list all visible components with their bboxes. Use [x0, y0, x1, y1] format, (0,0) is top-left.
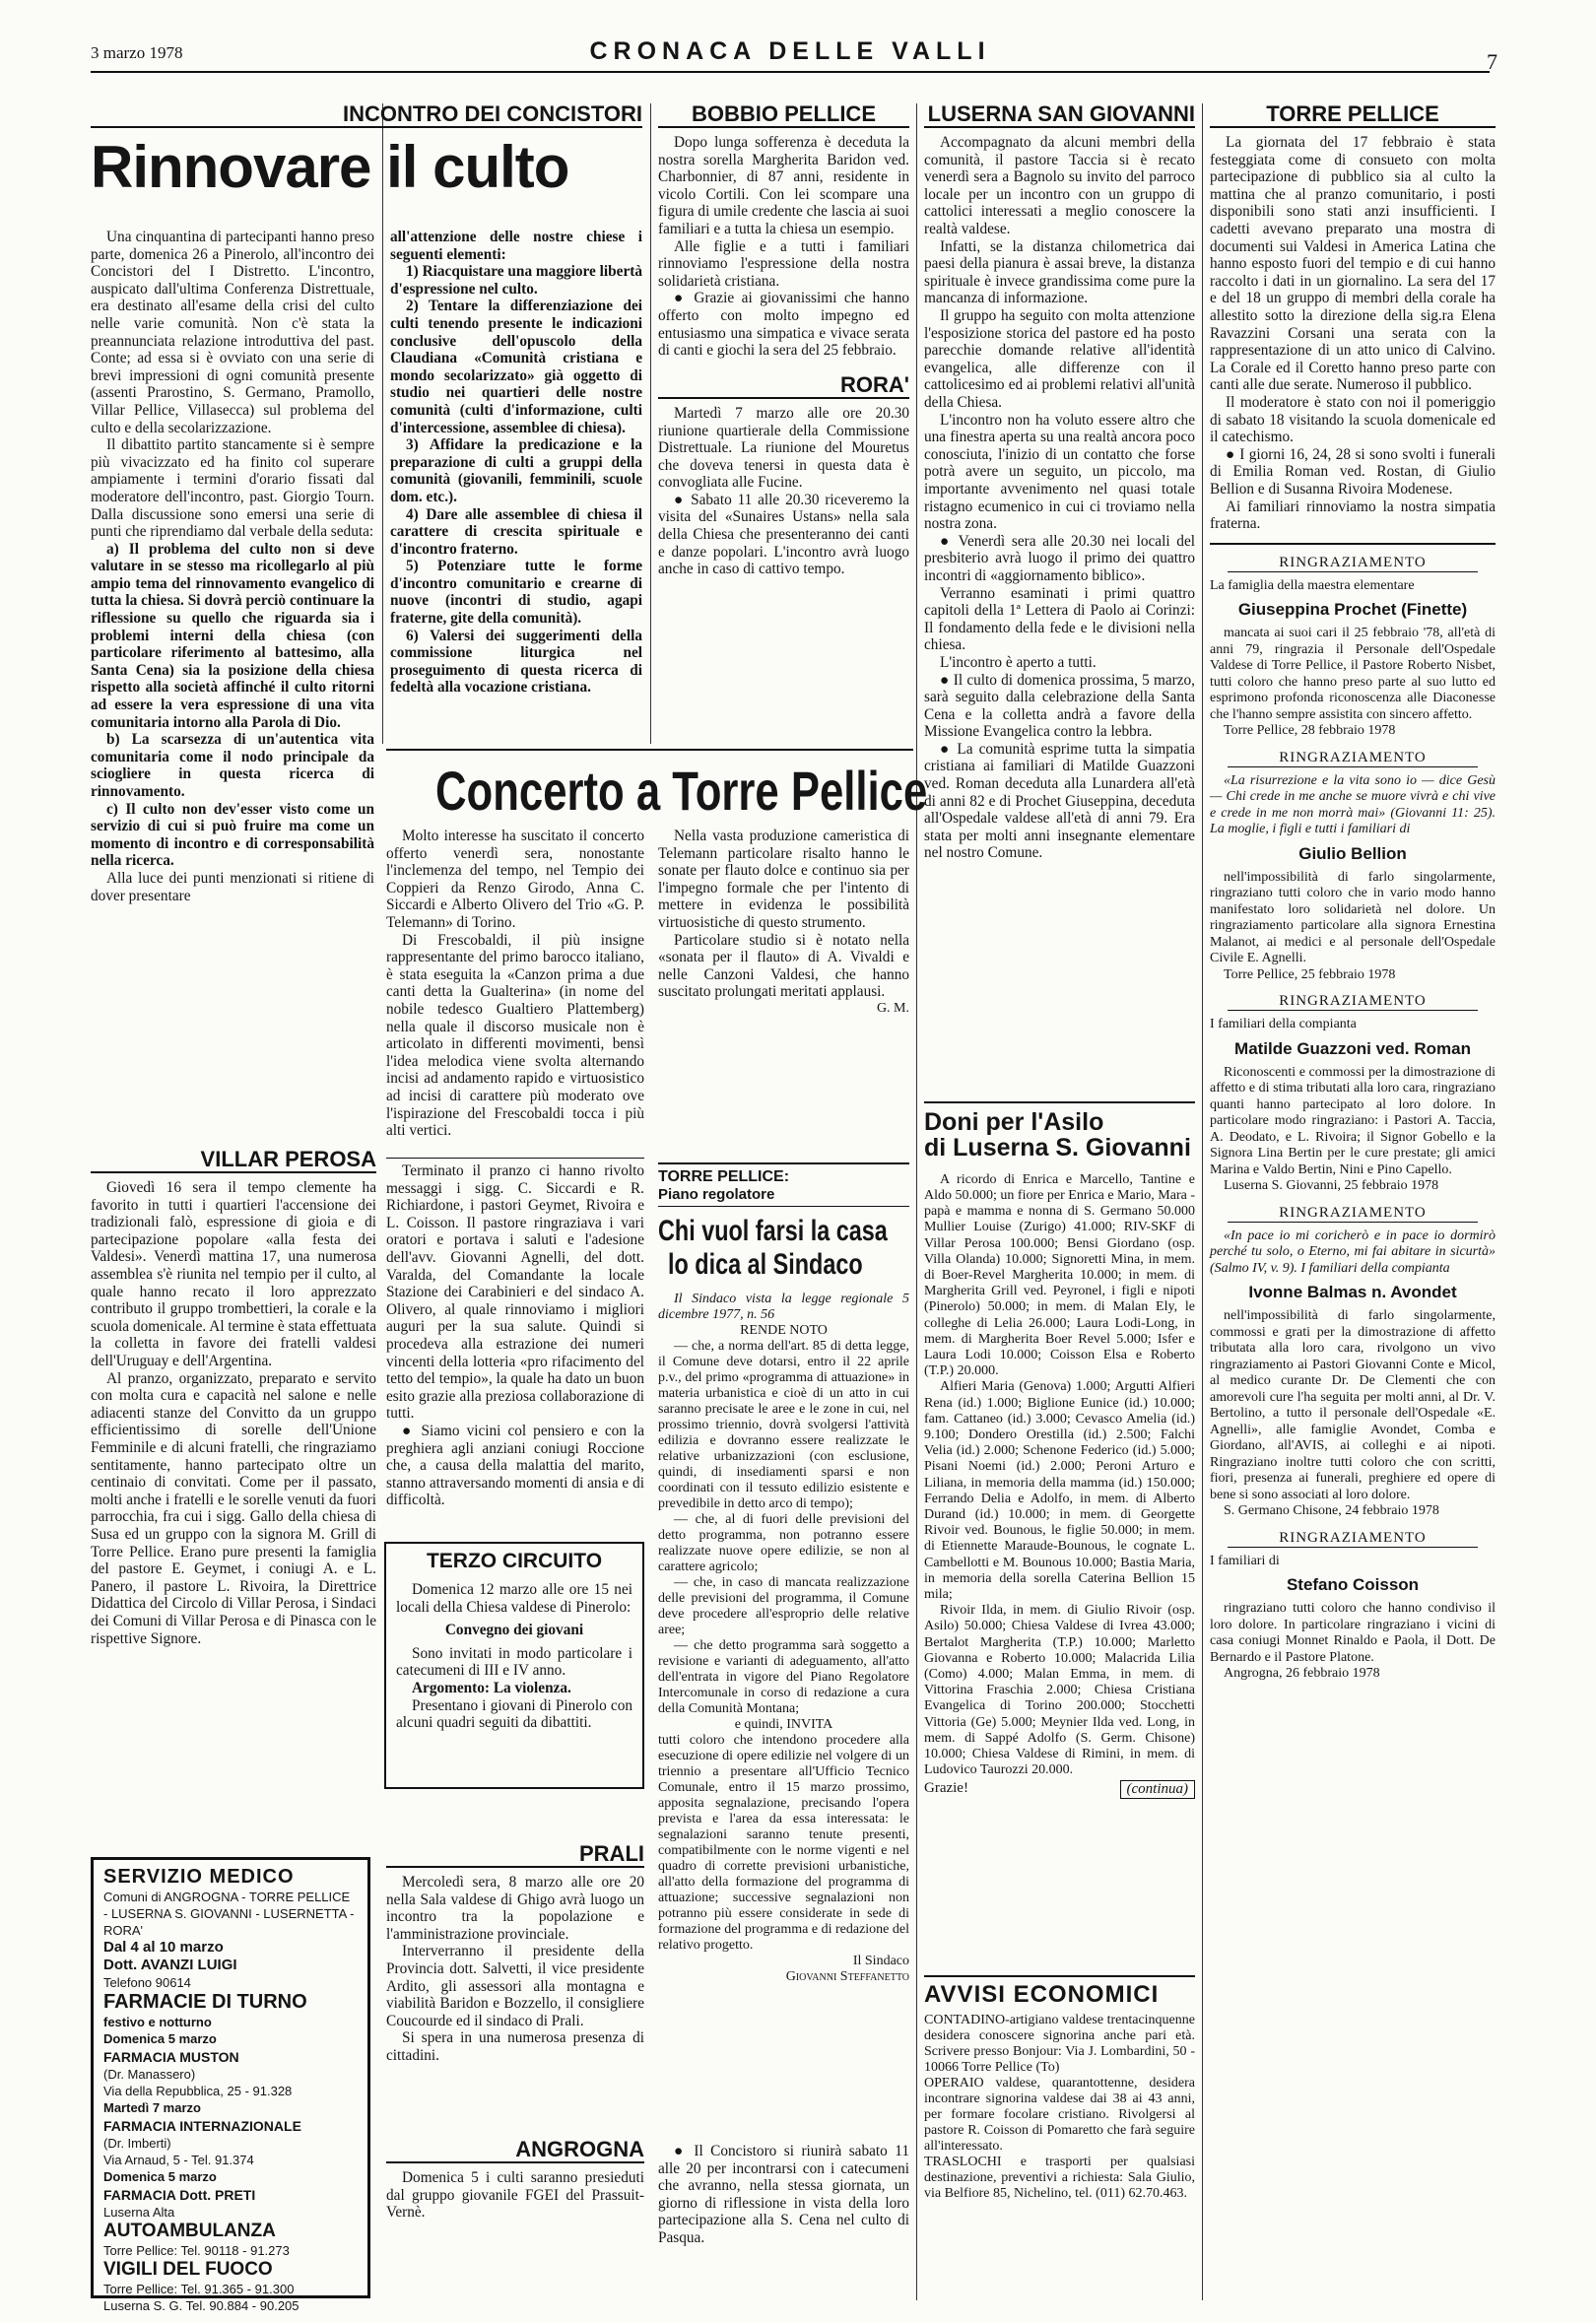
- ringraziamento-place: Torre Pellice, 25 febbraio 1978: [1224, 966, 1396, 982]
- paragraph: ● Grazie ai giovanissimi che hanno offerto con molto impegno ed entusiasmo una simpatica e vivace serata di canti e giochi la sera del 25 febbraio.: [658, 290, 909, 360]
- paragraph: ● Sabato 11 alle 20.30 riceveremo la visita del «Sunaires Ustans» nella sala della Chiesa che presenteranno dei canti e danze popolari. L'incontro avrà luogo anche in caso di cattivo tempo.: [658, 491, 909, 578]
- section-kicker: RORA': [658, 373, 909, 399]
- doctor-phone: Telefono 90614: [103, 1975, 191, 1990]
- paragraph: Il gruppo ha seguito con molta attenzione l'esposizione storica del pastore ed ha posto parecchie domande relative all'identità evangelica, alle differenze con il cattolicesimo ed ai problemi relativi all'unità della Chiesa.: [924, 307, 1195, 411]
- paragraph: Interverranno il presidente della Provincia dott. Salvetti, il vice presidente Ardito, gli assessori alla montagna e viabilità Baridon e Bozzello, il consigliere Coucourde ed il sindaco di Prali.: [386, 1943, 644, 2029]
- firefighters-phone: Luserna S. G. Tel. 90.884 - 90.205: [103, 2298, 299, 2313]
- paragraph: Martedì 7 marzo alle ore 20.30 riunione quartierale della Commissione Distrettuale. La riunione del Mouretus che doveva tenersi in questa data è convogliata alle Fucine.: [658, 404, 909, 492]
- paragraph: — che, in caso di mancata realizzazione delle previsioni del programma, il Comune deve procedere all'esproprio delle relative aree;: [658, 1575, 909, 1637]
- pharmacy-owner: (Dr. Manassero): [103, 2067, 196, 2082]
- pharmacy-name: FARMACIA INTERNAZIONALE: [103, 2118, 301, 2134]
- ambulance-title: AUTOAMBULANZA: [103, 2221, 276, 2241]
- ringraziamento-place: Angrogna, 26 febbraio 1978: [1224, 1666, 1380, 1682]
- ringraziamento-intro: «La risurrezione e la vita sono io — dice Gesù — Chi crede in me anche se muore vivrà e chi vive e crede in me non morrà mai» (Giovanni 11: 25). La moglie, i figli e tutti i familiari di: [1210, 772, 1496, 837]
- masthead: CRONACA DELLE VALLI: [589, 37, 991, 65]
- pharmacy-name: FARMACIA MUSTON: [103, 2049, 239, 2065]
- section-subtitle: Piano regolatore: [658, 1186, 909, 1207]
- continued-note: (continua): [1120, 1780, 1195, 1799]
- column-rule: [1202, 103, 1203, 2300]
- paragraph: Di Frescobaldi, il più insigne rappresentante del primo barocco italiano, è stata eseguita la «Canzon prima a due canti detta la Gualterina» (in nome del nobile tedesco Gualtiero Plattemberg) nella quale il discorso musicale non è articolato in differenti movimenti, bensì l'idea melodica viene svolta alternando incisi ad andamento rapido e virtuosistico ad incisi di carattere più moderato ove l'ispirazione del Frescobaldi tocca i più alti vertici.: [386, 931, 644, 1140]
- section-kicker: VILLAR PEROSA: [91, 1148, 376, 1173]
- concerto-column-2: [658, 828, 909, 1153]
- paragraph: — che, a norma dell'art. 85 di detta legge, il Comune deve dotarsi, entro il 22 aprile p.v., del primo «programma di attuazione» in materia urbanistica e cioè di un atto in cui saranno precisate le aree e le zone in cui, nel prossimo triennio, dovrà svolgersi l'attività edilizia e dovranno essere realizzate le relative urbanizzazioni (con esclusione, quindi, di insediamenti sparsi e non coordinati con il tessuto edilizio esistente e prevedibile in detto arco di tempo);: [658, 1339, 909, 1511]
- article-piano-regolatore: [658, 1162, 909, 2133]
- paragraph: 4) Dare alle assemblee di chiesa il carattere di crescita spirituale e d'incontro fraterno.: [390, 505, 642, 558]
- paragraph: b) La scarsezza di un'autentica vita comunitaria come il nodo principale da sciogliere in questa ricerca di rinnovamento.: [91, 731, 374, 800]
- section-kicker: TORRE PELLICE:: [658, 1162, 909, 1186]
- paragraph: ● I giorni 16, 24, 28 si sono svolti i funerali di Emilia Roman ved. Rostan, di Giulio Bellion e di Susanna Rivoira Modenese.: [1210, 445, 1496, 498]
- article-bobbio-pellice: [658, 102, 909, 743]
- paragraph: L'incontro è aperto a tutti.: [940, 653, 1097, 671]
- paragraph: 1) Riacquistare una maggiore libertà d'espressione nel culto.: [390, 263, 642, 298]
- paragraph: Verranno esaminati i primi quattro capitoli della 1ª Lettera di Paolo ai Corinzi: Il fondamento della fede e le divisioni nella chiesa.: [924, 584, 1195, 654]
- ringraziamento-text: ringraziano tutti coloro che hanno condiviso il loro dolore. In particolare ringraziano i vicini di casa coniugi Monnet Rinaldo e Paola, il Dott. De Bernardo e il Pastore Platone.: [1210, 1601, 1496, 1665]
- ringraziamento-place: Torre Pellice, 28 febbraio 1978: [1224, 723, 1396, 739]
- article-doni-asilo: [924, 1101, 1195, 1968]
- paragraph: ● Il Concistoro si riunirà sabato 11 alle 20 per incontrarsi con i catecumeni che avranno, nella stessa giornata, un giorno di riflessione in vista della loro partecipazione alla S. Cena nel culto di Pasqua.: [658, 2143, 909, 2246]
- headline-line-1: Chi vuol farsi la casa: [658, 1215, 888, 1247]
- signature-title: Il Sindaco: [852, 1954, 909, 1968]
- ambulance-phone: Torre Pellice: Tel. 90118 - 91.273: [103, 2243, 290, 2258]
- paragraph: Accompagnato da alcuni membri della comunità, il pastore Taccia si è recato venerdì sera a Bagnolo su invito del parroco locale per un incontro con un gruppo di cattolici interessati a meglio conoscere la realtà valdese.: [924, 134, 1195, 238]
- section-kicker: INCONTRO DEI CONCISTORI: [91, 102, 642, 128]
- paragraph: RENDE NOTO: [740, 1323, 828, 1338]
- paragraph: Terminato il pranzo ci hanno rivolto messaggi i sigg. C. Siccardi e R. Richiardone, i pastori Geymet, Rivoira e L. Coisson. Il pastore ringraziava i vari oratori e portava i saluti e l'adesione dell'avv. Giovanni Agnelli, del dott. Varalda, del Comandante la locale Stazione dei Carabinieri e del sindaco A. Olivero, al quale rinnoviamo i migliori auguri per la sua salute. Quindi si procedeva alla estrazione dei numeri vincenti della lotteria «pro rifacimento del tetto del tempio», la quale ha dato un buon esito grazie alla preziosa collaborazione di tutti.: [386, 1162, 644, 1423]
- paragraph: e quindi, INVITA: [734, 1717, 833, 1732]
- paragraph: Molto interesse ha suscitato il concerto offerto venerdì sera, nonostante l'inclemenza del tempo, nel Tempio dei Coppieri da Renzo Girodo, Anna C. Siccardi e Alberto Olivero del Trio «G. P. Telemann» di Torino.: [386, 828, 644, 931]
- ringraziamento-5: [1210, 1530, 1496, 1683]
- paragraph: Argomento: La violenza.: [412, 1679, 571, 1696]
- headline-line-2: di Luserna S. Giovanni: [924, 1134, 1191, 1162]
- doctor-dates: Dal 4 al 10 marzo: [103, 1939, 224, 1956]
- paragraph: Al pranzo, organizzato, preparato e servito con molta cura e capacità nel salone e nelle adiacenti stanze del Convitto da un gruppo efficientissimo di sorelle dell'Unione Femminile e di alcuni fratelli, che ringraziamo sentitamente, hanno partecipato oltre un centinaio di convitati. Come per il passato, molti anche i fratelli e le sorelle venuti da fuori parrocchia, fra cui i sigg. Gallo della chiesa di Susa ed un gruppo con la signora M. Grill di Torre Pellice. Erano pure presenti la famiglia del pastore E. Geymet, i coniugi A. e L. Panero, il pastore L. Rivoira, la Direttrice Didattica del Circolo di Villar Perosa, i Sindaci dei Comuni di Villar Perosa e di Pinasca con le rispettive Signore.: [91, 1369, 376, 1647]
- paragraph: Alle figlie e a tutti i familiari rinnoviamo l'espressione della nostra solidarietà cristiana.: [658, 237, 909, 290]
- signature: G. M.: [876, 1000, 909, 1016]
- section-kicker: PRALI: [386, 1842, 644, 1868]
- paragraph: Dopo lunga sofferenza è deceduta la nostra sorella Margherita Baridon ved. Charbonnier, di 87 anni, residente in vicolo Cortili. Con lei scompare una figura di umile credente che lascia ai suoi familiari e a tutta la chiesa un esempio.: [658, 134, 909, 238]
- concerto-column-1: [386, 828, 644, 1148]
- doni-footer: [924, 1780, 1195, 1799]
- paragraph: Il moderatore è stato con noi il pomeriggio di sabato 18 visitando la scuola domenicale ed il catechismo.: [1210, 394, 1496, 446]
- section-kicker: TORRE PELLICE: [1210, 102, 1496, 128]
- ringraziamento-label: RINGRAZIAMENTO: [1228, 1530, 1478, 1548]
- ringraziamento-place: S. Germano Chisone, 24 febbraio 1978: [1224, 1503, 1439, 1519]
- paragraph: — che, al di fuori delle previsioni del detto programma, non potranno essere realizzate nuove opere edilizie, se non al carattere agricolo;: [658, 1512, 909, 1574]
- pharmacy-name: FARMACIA Dott. PRETI: [103, 2187, 256, 2203]
- paragraph: tutti coloro che intendono procedere alla esecuzione di opere edilizie nel volgere di un triennio a presentare all'Ufficio Tecnico Comunale, entro il 15 marzo prossimo, apposita segnalazione, precisando l'opera prevista e l'area da essa interessata: le segnalazioni saranno tenute presenti, compatibilmente con le norme vigenti e nel quadro di corrette previsioni urbanistiche, all'atto della formazione del programma di attuazione; successive segnalazioni non potranno più essere considerate in sede di formazione del programma e di redazione del relativo progetto.: [658, 1733, 909, 1953]
- ringraziamento-name: Giuseppina Prochet (Finette): [1237, 600, 1468, 620]
- angrogna-continued: [658, 2143, 909, 2305]
- ringraziamento-text: mancata ai suoi cari il 25 febbraio '78, all'età di anni 79, ringrazia il Personale dell'Ospedale Valdese di Torre Pellice, il Pastore Roberto Nisbet, tutti coloro che hanno preso parte al suo lutto ed esprimono profonda riconoscenza alle Diaconesse che l'hanno sempre assistita con sincero affetto.: [1210, 626, 1496, 722]
- doctor-name: Dott. AVANZI LUIGI: [103, 1957, 237, 1973]
- classified-ad: OPERAIO valdese, quarantottenne, desidera incontrare signorina valdese dai 38 ai 43 anni, per formare focolare cristiano. Rivolgersi al pastore R. Coisson di Pomaretto che farà seguire all'interessato.: [924, 2076, 1195, 2154]
- article-villar-perosa: [91, 1148, 376, 1847]
- ringraziamento-intro: «In pace io mi coricherò e in pace io dormirò perché tu solo, o Eterno, mi fai abitare in sicurtà» (Salmo IV, v. 9). I familiari della compianta: [1210, 1228, 1496, 1276]
- section-kicker: BOBBIO PELLICE: [658, 102, 909, 128]
- ringraziamento-name: Ivonne Balmas n. Avondet: [1248, 1283, 1457, 1302]
- paragraph: Presentano i giovani di Pinerolo con alcuni quadri seguiti da dibattiti.: [396, 1696, 632, 1732]
- pharmacy-title: FARMACIE DI TURNO: [103, 1991, 307, 2013]
- section-title: AVVISI ECONOMICI: [924, 1975, 1195, 2009]
- paragraph: Convegno dei giovani: [444, 1622, 584, 1639]
- page-number: 7: [1487, 49, 1497, 74]
- paragraph: Giovedì 16 sera il tempo clemente ha favorito in tutti i quartieri l'accensione dei tradizionali falò, espressione di gioia e di partecipazione popolare «alla festa dei Valdesi». Venerdì mattina 17, una numerosa assemblea s'è riunita nel tempio per il culto, al quale hanno recato il loro apprezzato contributo il gruppo trombettieri, la corale e la scuola domenicale. Al termine è stata effettuata la colletta in favore dei fratelli valdesi dell'Uruguay e dell'Argentina.: [91, 1179, 376, 1370]
- article-angrogna: [386, 2138, 644, 2305]
- pharmacy-date: Domenica 5 marzo: [103, 2031, 217, 2046]
- paragraph: ● Siamo vicini col pensiero e con la preghiera agli anziani coniugi Roccione che, a causa della malattia del marito, stanno attraversando momenti di ansia e di difficoltà.: [386, 1422, 644, 1509]
- terzo-circuito-box: [384, 1542, 644, 1789]
- paragraph: Ai familiari rinnoviamo la nostra simpatia fraterna.: [1210, 498, 1496, 533]
- paragraph: c) Il culto non dev'esser visto come un servizio di cui si può fruire ma come un momento di incontro e di corresponsabilità nella ricerca.: [91, 800, 374, 870]
- paragraph: La giornata del 17 febbraio è stata festeggiata come di consueto con molta partecipazione di pubblico sia al culto la mattina che al pranzo comunitario, i posti disponibili sono stati anzi insufficienti. I cadetti avevano preparato una mostra di documenti sui Valdesi in America Latina che hanno esposto fuori del tempio e di cui hanno raccolto i dati in un giornalino. La sera del 17 e del 18 un gruppo di membri della corale ha allestito sotto la direzione della sig.ra Elena Ravazzini Corsani una serata con la rappresentazione di un atto unico di Calvino. La Corale ed il Coretto hanno preso parte con canti alle due serate. Numeroso il pubblico.: [1210, 134, 1496, 394]
- ringraziamento-name: Stefano Coisson: [1286, 1575, 1420, 1595]
- paragraph: Nella vasta produzione cameristica di Telemann particolare risalto hanno le sonate per flauto dolce e continuo sia per l'impegno formale che per l'intento di mettere in evidenza le possibilità virtuosistiche di questo strumento.: [658, 828, 909, 931]
- pharmacy-date: Domenica 5 marzo: [103, 2169, 217, 2184]
- ringraziamento-label: RINGRAZIAMENTO: [1228, 555, 1478, 572]
- page-header: [91, 37, 1497, 74]
- article-luserna-san-giovanni: [924, 102, 1195, 1097]
- headline-line-2: lo dica al Sindaco: [668, 1248, 863, 1281]
- ringraziamento-text: nell'impossibilità di farlo singolarmente, commossi e grati per la dimostrazione di affetto tributata alla loro cara, rivolgono un vivo ringraziamento ai Pastori Giovanni Conte e Micol, al medico curante Dr. De Clementi che con amorevoli cure l'ha seguita per molti anni, al Dr. V. Bertolino, a tutto il personale dell'Ospedale «E. Agnelli», alle famiglie Avondet, Comba e Giordano, all'AVIS, ai colleghi e ai nipoti. Ringraziano inoltre tutti coloro che con scritti, fiori, presenza ai funerali, preghiere ed opere di bene si sono associati al loro dolore.: [1210, 1308, 1496, 1502]
- section-kicker: ANGROGNA: [386, 2138, 644, 2163]
- paragraph: — che detto programma sarà soggetto a revisione e varianti di adeguamento, all'atto dell'entrata in vigore del Piano Regolatore Intercomunale in corso di redazione a cura della Comunità Montana;: [658, 1638, 909, 1716]
- ringraziamento-name: Matilde Guazzoni ved. Roman: [1234, 1038, 1471, 1058]
- paragraph: Mercoledì sera, 8 marzo alle ore 20 nella Sala valdese di Ghigo avrà luogo un incontro tra la popolazione e l'amministrazione provinciale.: [386, 1874, 644, 1943]
- paragraph: ● La comunità esprime tutta la simpatia cristiana ai familiari di Matilde Guazzoni ved. Roman deceduta alla Lunardera all'età di anni 82 e di Prochet Giuseppina, deceduta all'Ospedale valdese all'età di anni 79. Era stata per molti anni insegnante elementare nel nostro Comune.: [924, 740, 1195, 862]
- pharmacy-owner: (Dr. Imberti): [103, 2136, 171, 2151]
- incontro-column-2: [390, 229, 642, 741]
- paragraph: Il Sindaco vista la legge regionale 5 dicembre 1977, n. 56: [658, 1292, 909, 1322]
- issue-date: 3 marzo 1978: [91, 43, 183, 62]
- paragraph: Sono invitati in modo particolare i catecumeni di III e IV anno.: [396, 1644, 632, 1680]
- paragraph: ● Venerdì sera alle 20.30 nei locali del presbiterio avrà luogo il primo dei quattro incontri di «aggiornamento biblico».: [924, 532, 1195, 584]
- pharmacy-address: Via della Repubblica, 25 - 91.328: [103, 2084, 293, 2098]
- paragraph: Particolare studio si è notato nella «sonata per il flauto» di A. Vivaldi e nelle Canzoni Valdesi, che hanno suscitato prolungati meritati applausi.: [658, 931, 909, 1001]
- headline: Rinnovare il culto: [91, 134, 569, 201]
- ringraziamento-text: Riconoscenti e commossi per la dimostrazione di affetto e di stima tributati alla loro cara, ringraziano quanti hanno partecipato al loro dolore. In particolare modo ringraziano: i Pastori A. Taccia, A. Deodato, e L. Rivoira; il Signor Gobello e la Signora Lina Bertin per le cure prestate; gli amici Marina e Valdo Bertin, Nini e Pino Capello.: [1210, 1064, 1496, 1177]
- pharmacy-date: Martedì 7 marzo: [103, 2100, 201, 2115]
- ringraziamento-1: [1210, 555, 1496, 740]
- paragraph: L'incontro non ha voluto essere altro che una finestra aperta su una realtà ancora poco conosciuta, l'inizio di un contatto che forse potrà avere un seguito, un piccolo, ma importante avvenimento nel quasi totale ristagno ecumenico in cui ci troviamo nella nostra zona.: [924, 411, 1195, 533]
- section-kicker: LUSERNA SAN GIOVANNI: [924, 102, 1195, 128]
- headline-line-1: Doni per l'Asilo: [924, 1108, 1104, 1136]
- ringraziamento-intro: I familiari della compianta: [1210, 1017, 1357, 1032]
- article-torre-pellice: [1210, 102, 1496, 2309]
- closing-thanks: Grazie!: [924, 1780, 968, 1797]
- ringraziamento-text: nell'impossibilità di farlo singolarmente, ringraziano tutti coloro che in vario modo hanno manifestato loro solidarietà nel dolore. Un ringraziamento particolare alla signora Ernestina Malanot, ai medici e al personale dell'Ospedale Civile E. Agnelli.: [1210, 869, 1496, 966]
- paragraph: 3) Affidare la predicazione e la preparazione di culti a gruppi della comunità (giovanili, femminili, scuole dom. etc.).: [390, 436, 642, 505]
- paragraph: Domenica 12 marzo alle ore 15 nei locali della Chiesa valdese di Pinerolo:: [396, 1581, 632, 1616]
- paragraph: Alla luce dei punti menzionati si ritiene di dover presentare: [91, 869, 374, 904]
- paragraph: Una cinquantina di partecipanti hanno preso parte, domenica 26 a Pinerolo, all'incontro dei Concistori del I Distretto. L'incontro, auspicato dall'ultima Conferenza Distrettuale, era destinato all'esame della crisi del culto nelle varie comunità. Non c'è stata la preannunciata relazione introduttiva del past. Conte; ad essa si è ovviato con una serie di brevi impressioni di ogni comunità presente (assenti Prarostino, S. Germano, Pramollo, Villar Pellice, Villasecca) sul problema del culto e della secolarizzazione.: [91, 229, 374, 436]
- article-prali: [386, 1842, 644, 2138]
- ringraziamento-place: Luserna S. Giovanni, 25 febbraio 1978: [1224, 1178, 1439, 1194]
- pharmacy-address: Luserna Alta: [103, 2205, 175, 2220]
- ringraziamento-2: [1210, 750, 1496, 984]
- ringraziamento-intro: La famiglia della maestra elementare: [1210, 577, 1415, 593]
- column-rule: [650, 103, 651, 744]
- paragraph: all'attenzione delle nostre chiese i seguenti elementi:: [390, 229, 642, 263]
- paragraph: Infatti, se la distanza chilometrica dai paesi della pianura è assai breve, la distanza spirituale è invece grandissima come pure la mancanza di informazione.: [924, 237, 1195, 307]
- ringraziamento-label: RINGRAZIAMENTO: [1228, 750, 1478, 767]
- ringraziamento-label: RINGRAZIAMENTO: [1228, 1205, 1478, 1223]
- classified-ad: CONTADINO-artigiano valdese trentacinquenne desidera conoscere signorina anche pari età. Scrivere presso Bonjour: Via J. Lombardini, 50 - 10066 Torre Pellice (To): [924, 2013, 1195, 2075]
- firefighters-title: VIGILI DEL FUOCO: [103, 2259, 273, 2280]
- divider: [1210, 543, 1496, 545]
- paragraph: Rivoir Ilda, in mem. di Giulio Rivoir (osp. Asilo) 50.000; Chiesa Valdese di Ivrea 43.000; Bertalot Margherita (T.P.) 10.000; Marletto Giovanna e Roberto 10.000; Malacrida Lilia (Como) 4.000; Malan Emma, in mem. di Vittorina Fraschia 2.000; Chiesa Cristiana Evangelica di Torino 200.000; Stocchetti Vittoria (Ge) 5.000; Meynier Ilda ved. Long, in mem. di Sappé Adolfo (S. Germ. Chisone) 10.000; Chiesa Valdese di Rimini, in mem. di Ludovico Taurozzi 20.000.: [924, 1603, 1195, 1778]
- paragraph: Alfieri Maria (Genova) 1.000; Argutti Alfieri Rena (id.) 1.000; Biglione Eunice (id.) 10.000; fam. Cattaneo (id.) 3.000; Cevasco Amelia (id.) 9.100; Dondero Orestilla (id.) 2.500; Falchi Velia (id.) 2.000; Schenone Federico (id.) 5.000; Pisani Noemi (id.) 2.000; Peroni Arturo e Liliana, in memoria della mamma (id.) 150.000; Ferrando Delia e Adolfo, in mem. di Alberto Durand (id.) 10.000; in mem. di Georgette Rivoir ved. Bounous, le figlie 50.000; in mem. di Etiennette Maraude-Bounous, le cognate L. Cambellotti e M. Bounous 10.000; Bastia Maria, in memoria della sorella Caterina Bellion 15 mila;: [924, 1379, 1195, 1603]
- pharmacy-address: Via Arnaud, 5 - Tel. 91.374: [103, 2153, 254, 2167]
- paragraph: A ricordo di Enrica e Marcello, Tantine e Aldo 50.000; un fiore per Enrica e Mario, Mara - papà e mamma e nonna di S. Germano 50.000 Mullier Louise (Zurigo) 41.000; RIV-SKF di Villar Perosa 100.000; Bensi Giordano (osp. Villa Olanda) 10.000; Signoretti Mina, in mem. di Boer-Revel Margherita 10.000; in mem. di Margherita Grill ved. Peyronel, i figli e nipoti (Pinerolo) 50.000; in mem. di Malan Ely, le colleghe di Lelia 26.000; Laura Lodi-Long, in mem. di Margherita Boer Revel 5.000; Isfer e Laura Lodi 10.000; Coisson Elsa e Roberto (T.P.) 20.000.: [924, 1171, 1195, 1379]
- villar-perosa-continued: [386, 1158, 644, 1509]
- towns: Comuni di ANGROGNA - TORRE PELLICE - LUSERNA S. GIOVANNI - LUSERNETTA - RORA': [103, 1890, 355, 1938]
- ringraziamento-name: Giulio Bellion: [1298, 843, 1407, 863]
- ringraziamento-4: [1210, 1205, 1496, 1520]
- paragraph: ● Il culto di domenica prossima, 5 marzo, sarà seguito dalla celebrazione della Santa Cena e la colletta andrà a favore della Missione Evangelica contro la lebbra.: [924, 671, 1195, 741]
- paragraph: Domenica 5 i culti saranno presieduti dal gruppo giovanile FGEI del Prassuit-Vernè.: [386, 2169, 644, 2222]
- ringraziamento-intro: I familiari di: [1210, 1553, 1280, 1568]
- paragraph: Si spera in una numerosa presenza di cittadini.: [386, 2029, 644, 2065]
- box-title: SERVIZIO MEDICO: [103, 1866, 295, 1888]
- incontro-column-1: [91, 229, 374, 1140]
- signature-name: Giovanni Steffanetto: [785, 1969, 909, 1984]
- servizio-medico-box: [91, 1857, 370, 2313]
- ringraziamento-label: RINGRAZIAMENTO: [1228, 993, 1478, 1011]
- paragraph: 2) Tentare la differenziazione dei culti tenendo presente le indicazioni conclusive dell'opuscolo della Claudiana «Comunità cristiana e mondo secolarizzato» già oggetto di studio nei quartieri delle nostre comunità (culti d'informazione, culti d'intercessione, assemblee di chiesa).: [390, 298, 642, 436]
- ringraziamento-3: [1210, 993, 1496, 1195]
- paragraph: a) Il problema del culto non si deve valutare in se stesso ma ricollegarlo al più ampio tema del rinnovamento evangelico di tutta la chiesa. Si dovrà perciò continuare la riflessione su quello che riguarda sia i problemi interni della chiesa (con particolare riferimento al battesimo, alla Santa Cena) sia la posizione della chiesa rispetto alla società affinché il culto ritorni ad essere la vera espressione di una vita comunitaria intorno alla Parola di Dio.: [91, 540, 374, 731]
- classified-ad: TRASLOCHI e trasporti per qualsiasi destinazione, preventivi a richiesta: Sala Giulio, via Belfiore 85, Nichelino, tel. (011) 62.70.463.: [924, 2155, 1195, 2201]
- firefighters-phone: Torre Pellice: Tel. 91.365 - 91.300: [103, 2282, 295, 2296]
- paragraph: 6) Valersi dei suggerimenti della commissione liturgica nel proseguimento di questa ricerca di fedeltà alla vocazione cristiana.: [390, 627, 642, 697]
- pharmacy-subtitle: festivo e notturno: [103, 2015, 212, 2029]
- concerto-headline-area: [386, 749, 928, 825]
- article-avvisi-economici: [924, 1975, 1195, 2308]
- paragraph: 5) Potenziare tutte le forme d'incontro comunitario e crearne di nuove (incontri di studio, agapi fraterne, gite della comunità).: [390, 558, 642, 628]
- column-rule: [916, 103, 917, 2300]
- box-title: TERZO CIRCUITO: [426, 1550, 603, 1572]
- headline: Concerto a Torre Pellice: [435, 760, 928, 822]
- paragraph: Il dibattito partito stancamente si è sempre più vivacizzato ed ha finito col superare ampiamente i termini d'orario fissati dal moderatore dell'incontro, past. Giorgio Tourn. Dalla discussione sono emersi una serie di punti che riprendiamo dal verbale della seduta:: [91, 436, 374, 541]
